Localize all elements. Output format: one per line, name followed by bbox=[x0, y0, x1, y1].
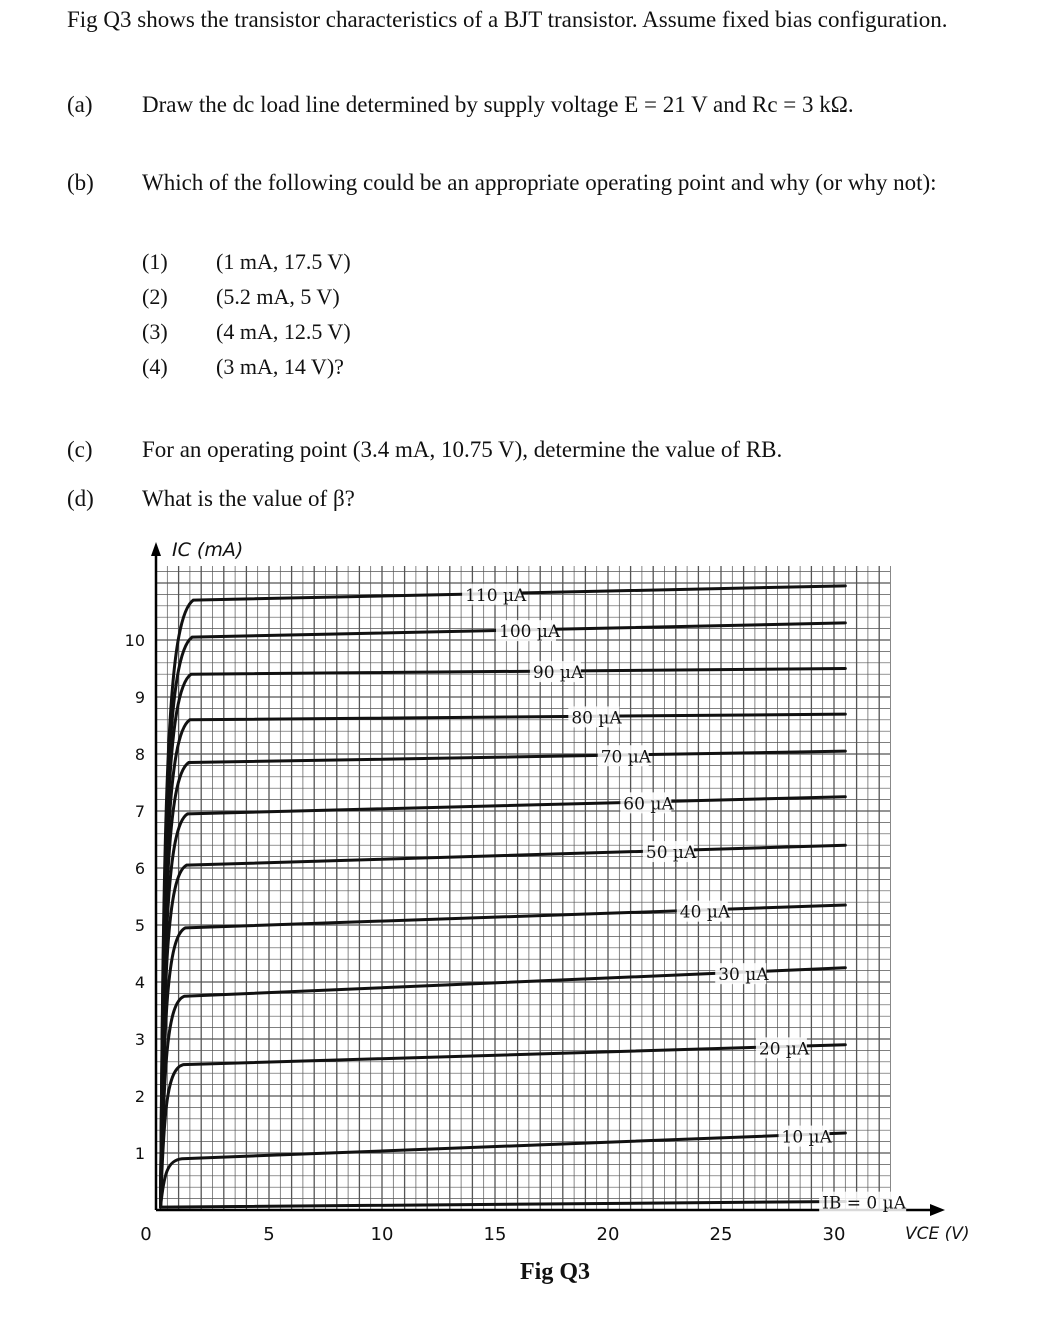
curve-label: IB = 0 µA bbox=[822, 1193, 906, 1214]
curve-label: 10 µA bbox=[781, 1127, 832, 1148]
y-tick-label: 4 bbox=[134, 973, 145, 992]
ib-curve bbox=[161, 1045, 846, 1207]
option-value: (3 mA, 14 V)? bbox=[216, 354, 344, 379]
ib-curve bbox=[161, 623, 846, 1207]
y-tick-label: 7 bbox=[134, 802, 145, 821]
question-b-label: (b) bbox=[67, 170, 94, 195]
x-tick-label: 25 bbox=[709, 1224, 733, 1245]
curve-label: 60 µA bbox=[623, 794, 674, 815]
y-tick-label: 1 bbox=[134, 1144, 145, 1163]
ib-curve bbox=[161, 586, 846, 1207]
option-value: (4 mA, 12.5 V) bbox=[216, 319, 351, 344]
x-tick-label: 30 bbox=[822, 1224, 846, 1245]
curve-label: 20 µA bbox=[758, 1039, 810, 1060]
y-tick-label: 3 bbox=[134, 1030, 145, 1049]
y-axis-label: IC (mA) bbox=[172, 539, 244, 561]
ib-curve bbox=[161, 669, 846, 1208]
y-tick-label: 10 bbox=[124, 631, 145, 650]
curve-label: 30 µA bbox=[718, 965, 769, 986]
curve-label: 70 µA bbox=[600, 747, 652, 768]
x-tick-label: 20 bbox=[596, 1224, 620, 1245]
question-c-text: For an operating point (3.4 mA, 10.75 V), determine the value of RB. bbox=[142, 437, 783, 462]
curve-label: 80 µA bbox=[571, 708, 622, 729]
question-a-label: (a) bbox=[67, 92, 93, 117]
curve-label: 90 µA bbox=[532, 663, 584, 684]
question-a-text: Draw the dc load line determined by supply voltage E = 21 V and Rc = 3 kΩ. bbox=[142, 92, 854, 117]
question-b-text: Which of the following could be an appropriate operating point and why (or why not): bbox=[142, 170, 937, 195]
x-tick-label: 10 bbox=[370, 1224, 394, 1245]
y-tick-label: 2 bbox=[134, 1087, 145, 1106]
ib-curve bbox=[161, 968, 846, 1207]
x-tick-label: 5 bbox=[263, 1224, 275, 1245]
curve-label: 40 µA bbox=[679, 902, 731, 923]
x-axis-arrow-icon bbox=[930, 1204, 945, 1216]
x-tick-label: 15 bbox=[483, 1224, 507, 1245]
y-tick-label: 8 bbox=[134, 745, 145, 764]
curve-label: 100 µA bbox=[499, 622, 561, 643]
option-number: (4) bbox=[142, 354, 168, 379]
question-c-label: (c) bbox=[67, 437, 93, 462]
curve-label: 110 µA bbox=[465, 585, 527, 606]
option-value: (1 mA, 17.5 V) bbox=[216, 249, 351, 274]
x-tick-label: 0 bbox=[140, 1224, 152, 1245]
figure-caption: Fig Q3 bbox=[520, 1259, 590, 1285]
curve-label: 50 µA bbox=[645, 843, 697, 864]
intro-paragraph: Fig Q3 shows the transistor characteristics of a BJT transistor. Assume fixed bias configuration. bbox=[67, 7, 948, 32]
option-number: (1) bbox=[142, 249, 168, 274]
option-number: (2) bbox=[142, 284, 168, 309]
question-d-text: What is the value of β? bbox=[142, 486, 355, 511]
option-number: (3) bbox=[142, 319, 168, 344]
ib-curve bbox=[161, 1133, 846, 1207]
option-value: (5.2 mA, 5 V) bbox=[216, 284, 340, 309]
y-axis-arrow-icon bbox=[151, 542, 161, 556]
y-tick-label: 6 bbox=[134, 859, 145, 878]
x-axis-label: VCE (V) bbox=[905, 1224, 970, 1244]
y-tick-label: 5 bbox=[134, 916, 145, 935]
y-tick-label: 9 bbox=[134, 688, 145, 707]
ib-curve bbox=[161, 1201, 846, 1207]
question-d-label: (d) bbox=[67, 486, 94, 511]
